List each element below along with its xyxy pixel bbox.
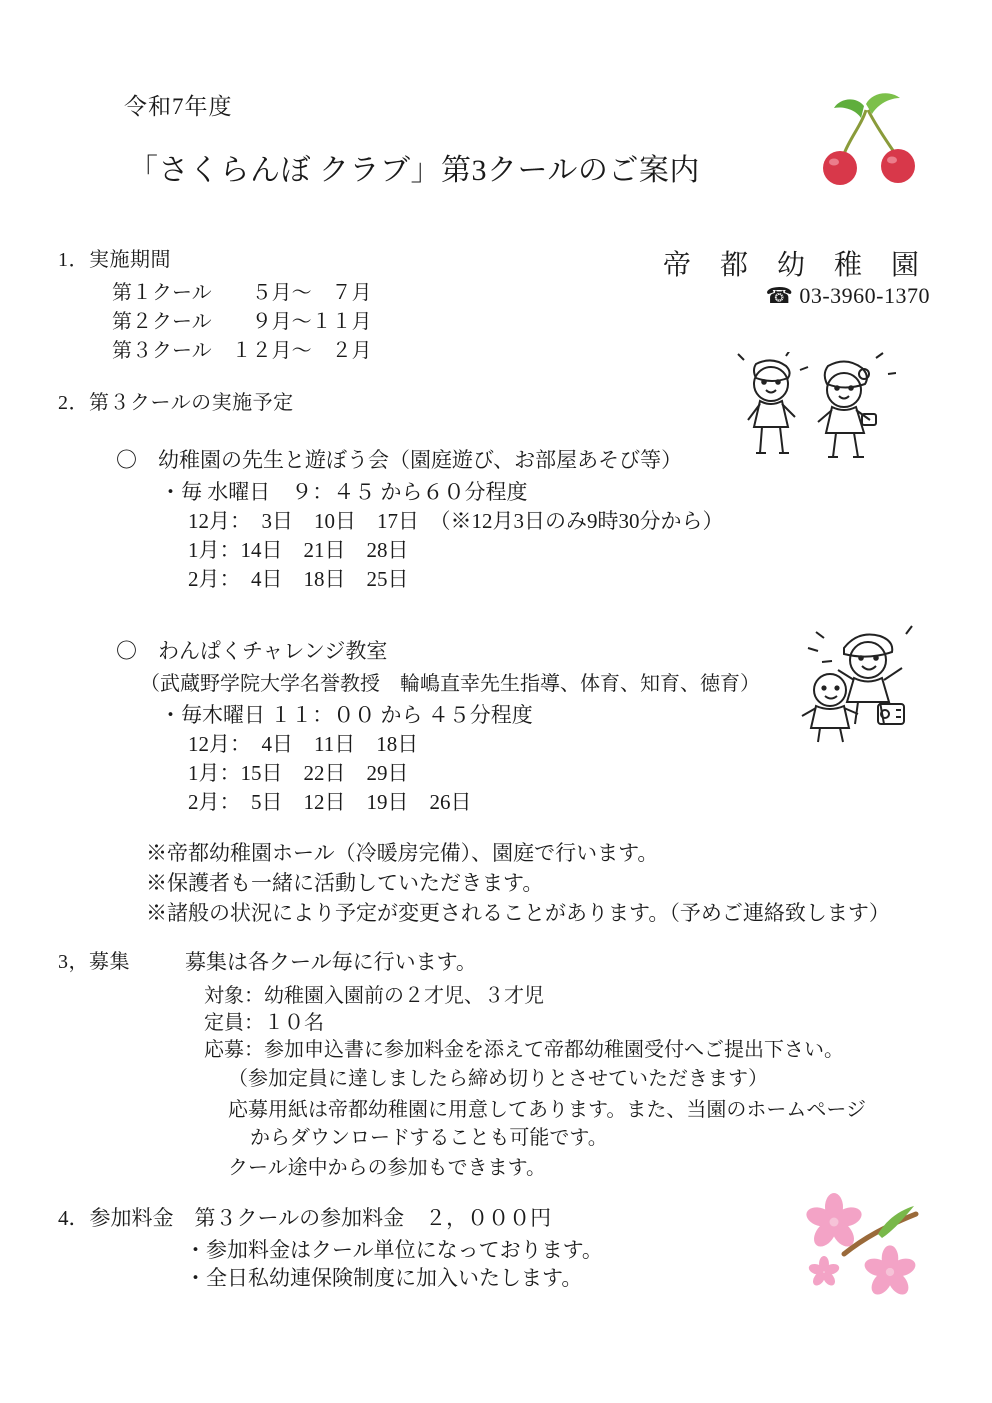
note-2: ※保護者も一緒に活動していただきます。 <box>146 871 544 895</box>
section-4-line-2: ・全日私幼連保険制度に加入いたします。 <box>185 1266 583 1290</box>
section-4-heading: 4．参加料金 第３クールの参加料金 ２，０００円 <box>58 1206 552 1230</box>
section-3-lead: 募集は各クール毎に行います。 <box>185 950 477 974</box>
activity-1-dates-january: 1月：14日 21日 28日 <box>188 538 409 562</box>
sakura-blossom-icon <box>790 1180 940 1305</box>
section-3-application-note: （参加定員に達しましたら締め切りとさせていただきます） <box>228 1068 768 1090</box>
kindergarten-name: 帝 都 幼 稚 園 <box>662 250 930 281</box>
section-1-line-3: 第３クール １２月〜 ２月 <box>112 340 372 362</box>
section-4-line-1: ・参加料金はクール単位になっております。 <box>185 1238 603 1262</box>
children-playing-icon <box>792 618 942 753</box>
activity-2-subheading: （武蔵野学院大学名誉教授 輪嶋直幸先生指導、体育、知育、徳育） <box>140 673 760 695</box>
section-3-form-note-1: 応募用紙は帝都幼稚園に用意してあります。また、当園のホームページ <box>228 1099 866 1121</box>
activity-1-dates-february: 2月： 4日 18日 25日 <box>188 567 409 591</box>
section-1-heading: 1．実施期間 <box>58 249 171 271</box>
kindergarten-telephone: ☎ 03-3960-1370 <box>765 283 930 308</box>
section-3-midterm-note: クール途中からの参加もできます。 <box>228 1157 546 1179</box>
activity-1-heading: 〇 幼稚園の先生と遊ぼう会（園庭遊び、お部屋あそび等） <box>116 448 683 472</box>
section-1-line-2: 第２クール ９月〜１１月 <box>112 311 372 333</box>
activity-2-time: ・毎木曜日 １１：００ から ４５分程度 <box>160 703 533 727</box>
section-3-capacity: 定員：１０名 <box>204 1012 324 1034</box>
activity-2-dates-january: 1月：15日 22日 29日 <box>188 761 409 785</box>
section-3-target: 対象：幼稚園入園前の２才児、３才児 <box>204 985 544 1007</box>
activity-2-dates-december: 12月： 4日 11日 18日 <box>188 732 419 756</box>
era-year: 令和7年度 <box>124 94 233 119</box>
two-children-icon <box>716 352 896 477</box>
section-3-heading: 3，募集 <box>58 951 130 973</box>
section-2-heading: 2．第３クールの実施予定 <box>58 392 294 414</box>
section-1-line-1: 第１クール ５月〜 ７月 <box>112 282 372 304</box>
activity-1-time: ・毎 水曜日 ９：４５ から６０分程度 <box>160 480 528 504</box>
cherry-icon <box>806 88 926 198</box>
note-3: ※諸般の状況により予定が変更されることがあります。（予めご連絡致します） <box>146 901 890 925</box>
note-1: ※帝都幼稚園ホール（冷暖房完備）、園庭で行います。 <box>146 841 659 865</box>
page-title: 「さくらんぼ クラブ」第3クールのご案内 <box>128 154 700 187</box>
section-3-application: 応募：参加申込書に参加料金を添えて帝都幼稚園受付へご提出下さい。 <box>204 1039 844 1061</box>
activity-2-heading: 〇 わんぱくチャレンジ教室 <box>116 639 388 663</box>
section-3-form-note-2: からダウンロードすることも可能です。 <box>250 1127 608 1149</box>
activity-2-dates-february: 2月： 5日 12日 19日 26日 <box>188 790 472 814</box>
activity-1-dates-december: 12月： 3日 10日 17日 （※12月3日のみ9時30分から） <box>188 509 724 533</box>
